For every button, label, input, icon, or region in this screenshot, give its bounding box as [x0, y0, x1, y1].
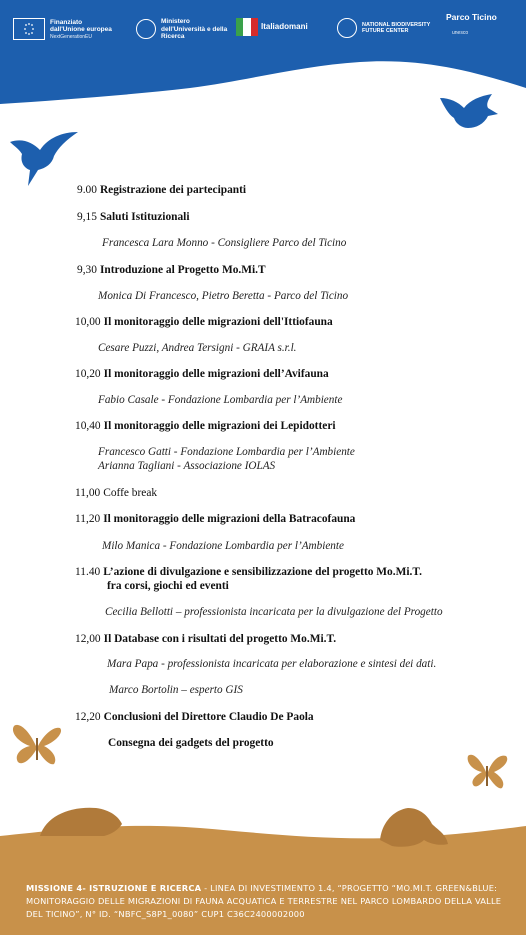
agenda-speaker: Mara Papa - professionista incaricata per elaborazione e sintesi dei dati. — [107, 658, 437, 670]
agenda-time: 10,20 — [75, 368, 101, 380]
eu-logo — [13, 18, 116, 40]
agenda-time: 9.00 — [77, 184, 97, 196]
bird-right-icon — [438, 92, 500, 134]
agenda-time: 9,30 — [77, 264, 97, 276]
agenda-speaker: Arianna Tagliani - Associazione IOLAS — [98, 460, 276, 472]
agenda-time: 12,20 — [75, 711, 101, 723]
agenda-title: L’azione di divulgazione e sensibilizzazione del progetto Mo.Mi.T. — [103, 566, 422, 578]
agenda-time: 10,40 — [75, 420, 101, 432]
agenda-time: 11,00 — [75, 487, 101, 499]
agenda-title: Saluti Istituzionali — [99, 211, 190, 223]
agenda-item — [77, 264, 266, 276]
agenda-item — [75, 633, 336, 645]
agenda-speaker: Francesco Gatti - Fondazione Lombardia per l’Ambiente — [98, 446, 355, 458]
agenda-time: 11.40 — [75, 566, 101, 578]
agenda-title: Registrazione dei partecipanti — [99, 184, 247, 196]
agenda-time: 12,00 — [75, 633, 101, 645]
agenda-speaker: Cecilia Bellotti – professionista incaricata per la divulgazione del Progetto — [105, 606, 443, 618]
frog-icon — [380, 808, 448, 847]
fish-icon — [40, 808, 122, 836]
agenda-title: Consegna dei gadgets del progetto — [108, 737, 274, 749]
footer-text — [26, 882, 506, 920]
parco-ticino-name: Parco Ticino — [446, 12, 497, 22]
agenda-title: Il monitoraggio delle migrazioni dell'Ittiofauna — [103, 316, 333, 328]
nbfc-name: NATIONAL BIODIVERSITY FUTURE CENTER — [362, 21, 431, 34]
footer-lead: MISSIONE 4- ISTRUZIONE E RICERCA — [26, 883, 202, 893]
agenda-item — [75, 316, 333, 328]
agenda-speaker: Marco Bortolin – esperto GIS — [109, 684, 243, 696]
agenda-item-continuation — [108, 737, 274, 749]
footer-body: - LINEA DI INVESTIMENTO 1.4, “PROGETTO “MO.MI.T. GREEN&BLUE: MONITORAGGIO DELLE MIGRAZIONI DI FAUNA ACQUATICA E TERRESTRE NEL PARCO LOMBARDO DELLA VALLE DEL TICINO”, N° ID. “NBFC_S8P1_0080” CUP1 C36C2400002000 — [26, 883, 502, 919]
agenda-title: Conclusioni del Direttore Claudio De Paola — [103, 711, 314, 723]
agenda-title: Introduzione al Progetto Mo.Mi.T — [99, 264, 266, 276]
agenda-item — [75, 711, 314, 723]
agenda-speaker: Cesare Puzzi, Andrea Tersigni - GRAIA s.r.l. — [98, 342, 297, 354]
agenda-item-continuation — [107, 580, 229, 592]
eu-title: Finanziato dall'Unione europea — [50, 18, 112, 33]
agenda-item — [75, 368, 329, 380]
agenda-title: Il monitoraggio delle migrazioni dell’Avifauna — [103, 368, 329, 380]
eu-subtitle: NextGenerationEU — [50, 33, 92, 40]
italiadomani-logo — [236, 18, 308, 36]
agenda-speaker: Francesca Lara Monno - Consigliere Parco del Ticino — [102, 237, 347, 249]
unesco-label: unesco — [452, 29, 469, 36]
agenda-item — [75, 566, 422, 578]
butterfly-right-icon — [464, 750, 514, 792]
agenda-item — [75, 513, 355, 525]
agenda-title: Il Database con i risultati del progetto Mo.Mi.T. — [103, 633, 337, 645]
agenda-item — [77, 211, 190, 223]
agenda-time: 11,20 — [75, 513, 101, 525]
agenda-title: Il monitoraggio delle migrazioni della Batracofauna — [103, 513, 356, 525]
agenda-speaker: Monica Di Francesco, Pietro Beretta - Parco del Ticino — [98, 290, 349, 302]
agenda-item — [75, 420, 336, 432]
italy-flag-icon — [236, 18, 258, 36]
agenda-title: Il monitoraggio delle migrazioni dei Lepidotteri — [103, 420, 336, 432]
bird-left-icon — [8, 128, 80, 188]
ministry-seal-icon — [136, 19, 156, 39]
nbfc-logo — [337, 18, 442, 38]
italiadomani-name: Italiadomani — [261, 22, 308, 32]
nbfc-globe-icon — [337, 18, 357, 38]
agenda-item — [77, 184, 246, 196]
agenda-speaker: Milo Manica - Fondazione Lombardia per l’Ambiente — [102, 540, 344, 552]
agenda-title: fra corsi, giochi ed eventi — [107, 580, 229, 592]
butterfly-left-icon — [10, 720, 66, 770]
parco-ticino-logo — [446, 14, 497, 36]
ministry-name: Ministero dell'Università e della Ricerca — [161, 18, 228, 40]
agenda-time: 10,00 — [75, 316, 101, 328]
agenda-time: 9,15 — [77, 211, 97, 223]
ministry-logo — [136, 18, 231, 41]
agenda-title: Coffe break — [103, 487, 158, 499]
eu-flag-icon — [13, 18, 45, 40]
agenda-item — [75, 487, 157, 499]
agenda-speaker: Fabio Casale - Fondazione Lombardia per l’Ambiente — [98, 394, 343, 406]
